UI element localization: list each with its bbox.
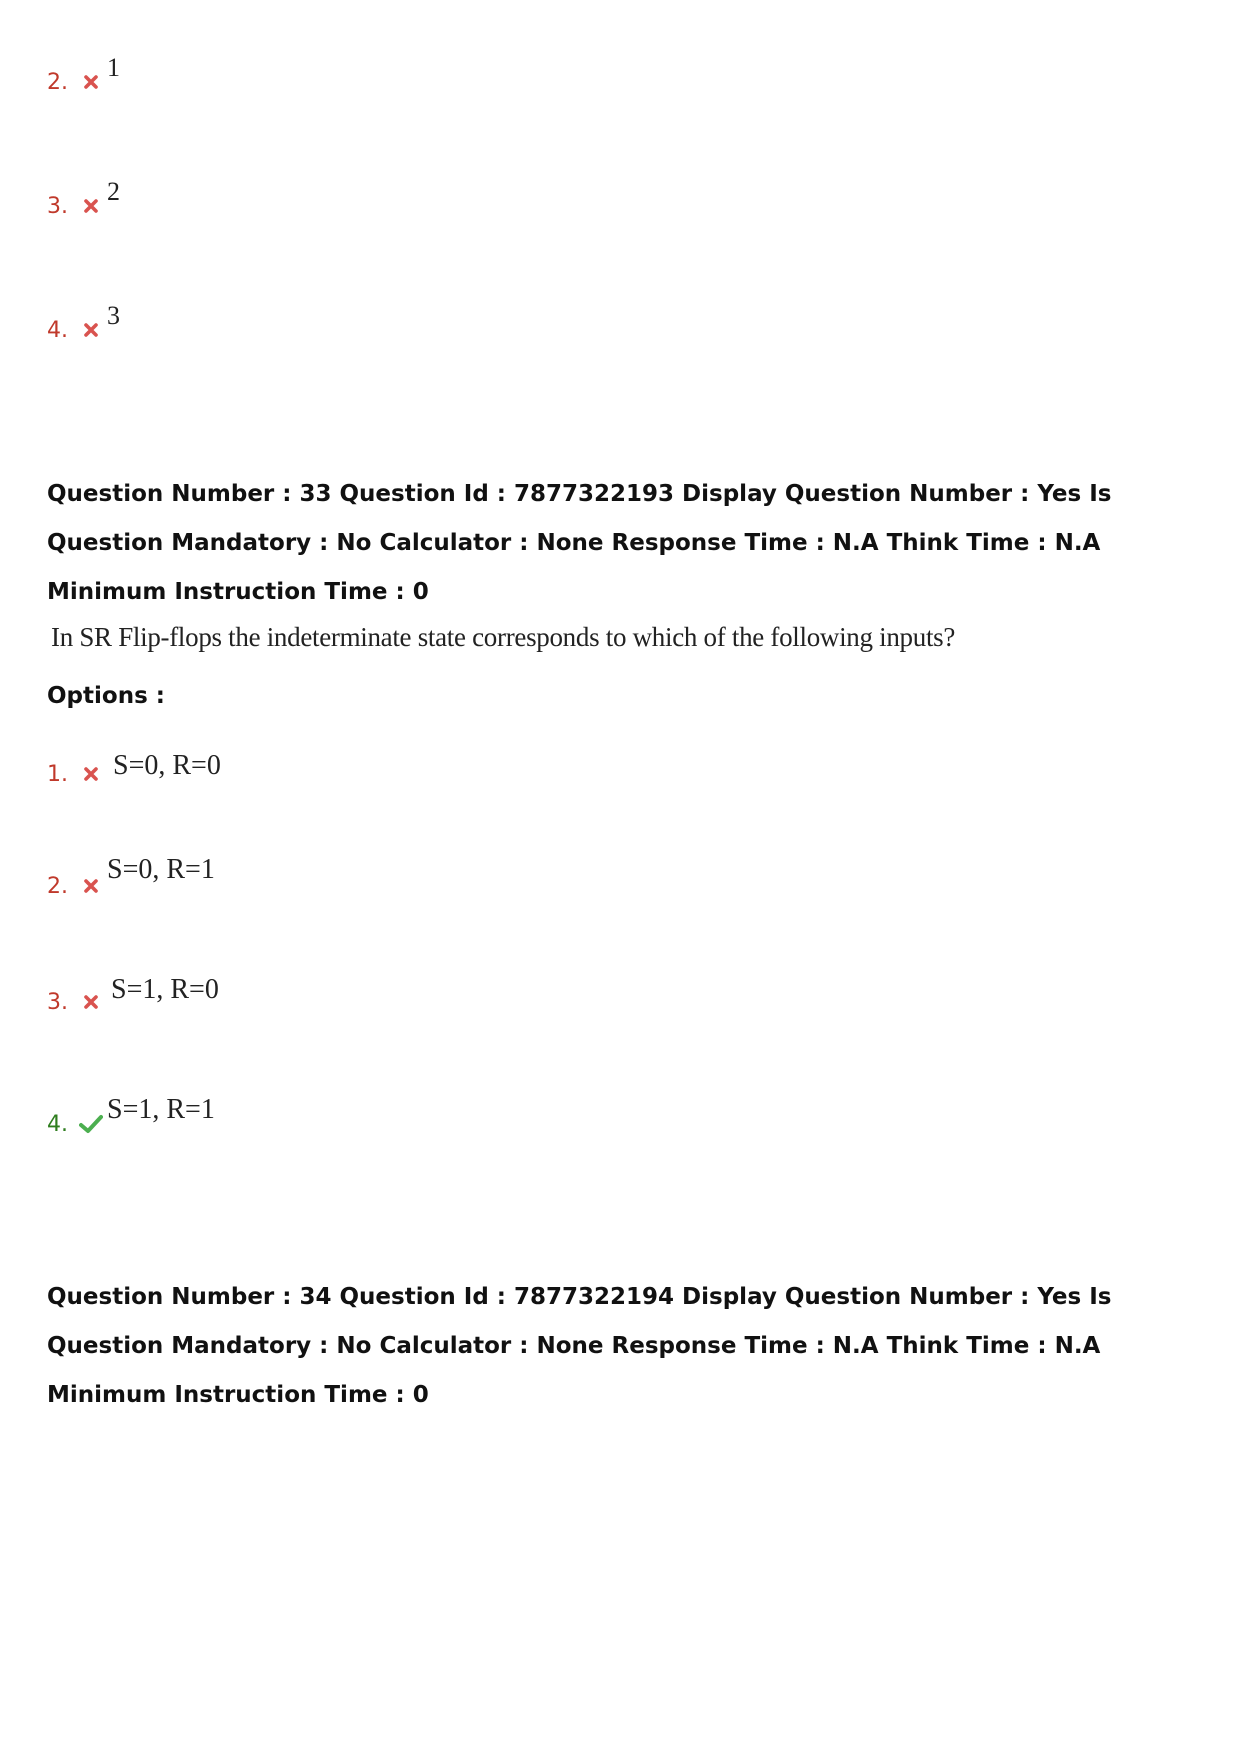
q33-option-2 bbox=[47, 856, 215, 904]
prev-option-4 bbox=[47, 300, 120, 348]
cross-icon bbox=[77, 316, 105, 344]
option-text: 3 bbox=[107, 301, 120, 330]
cross-icon bbox=[77, 192, 105, 220]
cross-icon bbox=[77, 760, 105, 788]
prev-option-2 bbox=[47, 52, 120, 100]
option-number: 2. bbox=[47, 873, 68, 899]
option-number: 3. bbox=[47, 193, 68, 219]
option-number: 1. bbox=[47, 761, 68, 787]
option-number: 3. bbox=[47, 989, 68, 1015]
prev-option-3 bbox=[47, 176, 120, 224]
cross-icon bbox=[77, 988, 105, 1016]
q33-option-4 bbox=[47, 1094, 215, 1142]
option-text: S=0, R=0 bbox=[113, 750, 221, 781]
option-number: 4. bbox=[47, 317, 68, 343]
q33-option-1 bbox=[47, 744, 221, 792]
check-icon bbox=[77, 1110, 105, 1138]
q33-option-3 bbox=[47, 972, 219, 1020]
cross-icon bbox=[77, 872, 105, 900]
option-text: 1 bbox=[107, 53, 120, 82]
question-33-meta: Question Number : 33 Question Id : 7877322193 Display Question Number : Yes Is Question Mandatory : No Calculator : None Response Time : N.A Think Time : N.A Minimum Instruction Time : 0 bbox=[47, 481, 1112, 605]
option-text: S=0, R=1 bbox=[107, 854, 215, 885]
option-number: 4. bbox=[47, 1111, 68, 1137]
option-text: S=1, R=1 bbox=[107, 1094, 215, 1125]
question-33-text: In SR Flip-flops the indeterminate state corresponds to which of the following inputs? bbox=[51, 622, 956, 652]
cross-icon bbox=[77, 68, 105, 96]
question-34-meta: Question Number : 34 Question Id : 7877322194 Display Question Number : Yes Is Question Mandatory : No Calculator : None Response Time : N.A Think Time : N.A Minimum Instruction Time : 0 bbox=[47, 1284, 1112, 1408]
option-number: 2. bbox=[47, 69, 68, 95]
option-text: S=1, R=0 bbox=[111, 974, 219, 1005]
option-text: 2 bbox=[107, 177, 120, 206]
options-label: Options : bbox=[47, 683, 165, 709]
